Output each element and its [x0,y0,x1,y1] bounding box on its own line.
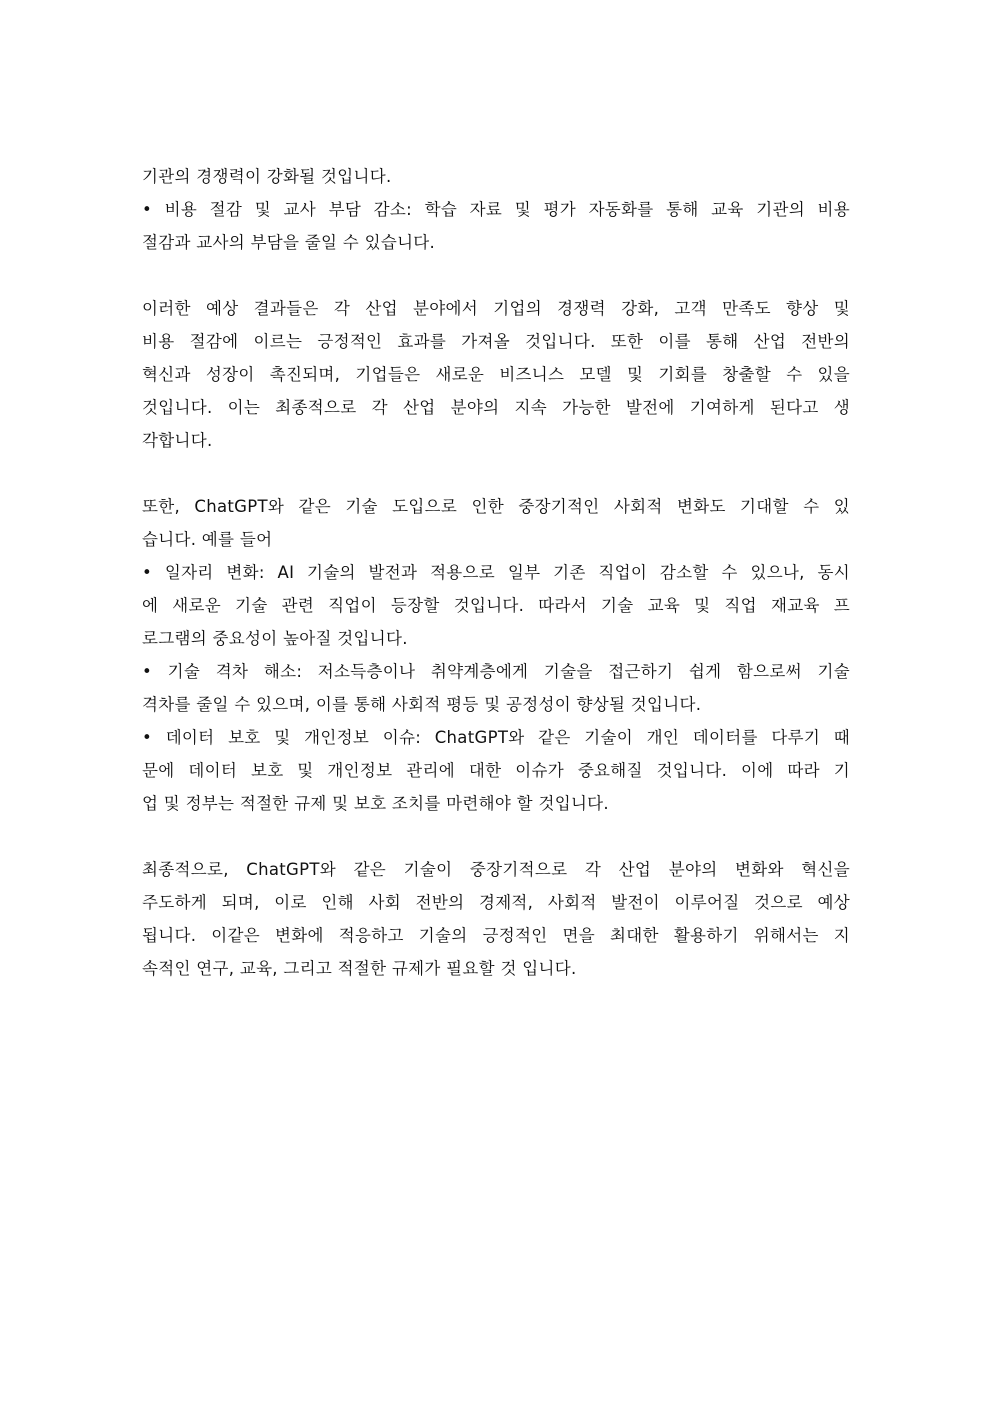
text-line: 문에 데이터 보호 및 개인정보 관리에 대한 이슈가 중요해질 것입니다. 이에 따라 기 [142,761,850,780]
continuation-paragraph [142,160,850,193]
text-line: 격차를 줄일 수 있으며, 이를 통해 사회적 평등 및 공정성이 향상될 것입니다. [142,695,702,714]
text-line: 비용 절감에 이르는 긍정적인 효과를 가져올 것입니다. 또한 이를 통해 산업 전반의 [142,332,850,351]
text-line: 업 및 정부는 적절한 규제 및 보호 조치를 마련해야 할 것입니다. [142,794,609,813]
paragraph-expected-results [142,292,850,457]
paragraph-conclusion [142,853,850,985]
paragraph-gap [142,259,850,292]
text-line: • 비용 절감 및 교사 부담 감소: 학습 자료 및 평가 자동화를 통해 교육 기관의 비용 [142,200,850,219]
text-line: 절감과 교사의 부담을 줄일 수 있습니다. [142,233,436,252]
document-page [142,160,850,985]
text-line: 각합니다. [142,431,213,450]
text-line: 속적인 연구, 교육, 그리고 적절한 규제가 필요할 것 입니다. [142,959,577,978]
text-line: 최종적으로, ChatGPT와 같은 기술이 중장기적으로 각 산업 분야의 변화와 혁신을 [142,860,850,879]
paragraph-social-change-intro [142,490,850,556]
text-line: 로그램의 중요성이 높아질 것입니다. [142,629,408,648]
text-line: 이러한 예상 결과들은 각 산업 분야에서 기업의 경쟁력 강화, 고객 만족도 향상 및 [142,299,850,318]
bullet-digital-divide [142,655,850,721]
text-line: 것입니다. 이는 최종적으로 각 산업 분야의 지속 가능한 발전에 기여하게 된다고 생 [142,398,850,417]
text-line: 됩니다. 이같은 변화에 적응하고 기술의 긍정적인 면을 최대한 활용하기 위해서는 지 [142,926,850,945]
text-line: 에 새로운 기술 관련 직업이 등장할 것입니다. 따라서 기술 교육 및 직업 재교육 프 [142,596,850,615]
text-line: 혁신과 성장이 촉진되며, 기업들은 새로운 비즈니스 모델 및 기회를 창출할 수 있을 [142,365,850,384]
paragraph-gap [142,820,850,853]
text-line: • 데이터 보호 및 개인정보 이슈: ChatGPT와 같은 기술이 개인 데이터를 다루기 때 [142,728,850,747]
text-line: • 기술 격차 해소: 저소득층이나 취약계층에게 기술을 접근하기 쉽게 함으로써 기술 [142,662,850,681]
bullet-data-privacy [142,721,850,820]
text-line: • 일자리 변화: AI 기술의 발전과 적용으로 일부 기존 직업이 감소할 수 있으나, 동시 [142,563,850,582]
text-line: 주도하게 되며, 이로 인해 사회 전반의 경제적, 사회적 발전이 이루어질 것으로 예상 [142,893,850,912]
bullet-job-change [142,556,850,655]
text-line: 기관의 경쟁력이 강화될 것입니다. [142,167,392,186]
bullet-cost-reduction [142,193,850,259]
paragraph-gap [142,457,850,490]
text-line: 습니다. 예를 들어 [142,530,273,549]
text-line: 또한, ChatGPT와 같은 기술 도입으로 인한 중장기적인 사회적 변화도 기대할 수 있 [142,497,850,516]
